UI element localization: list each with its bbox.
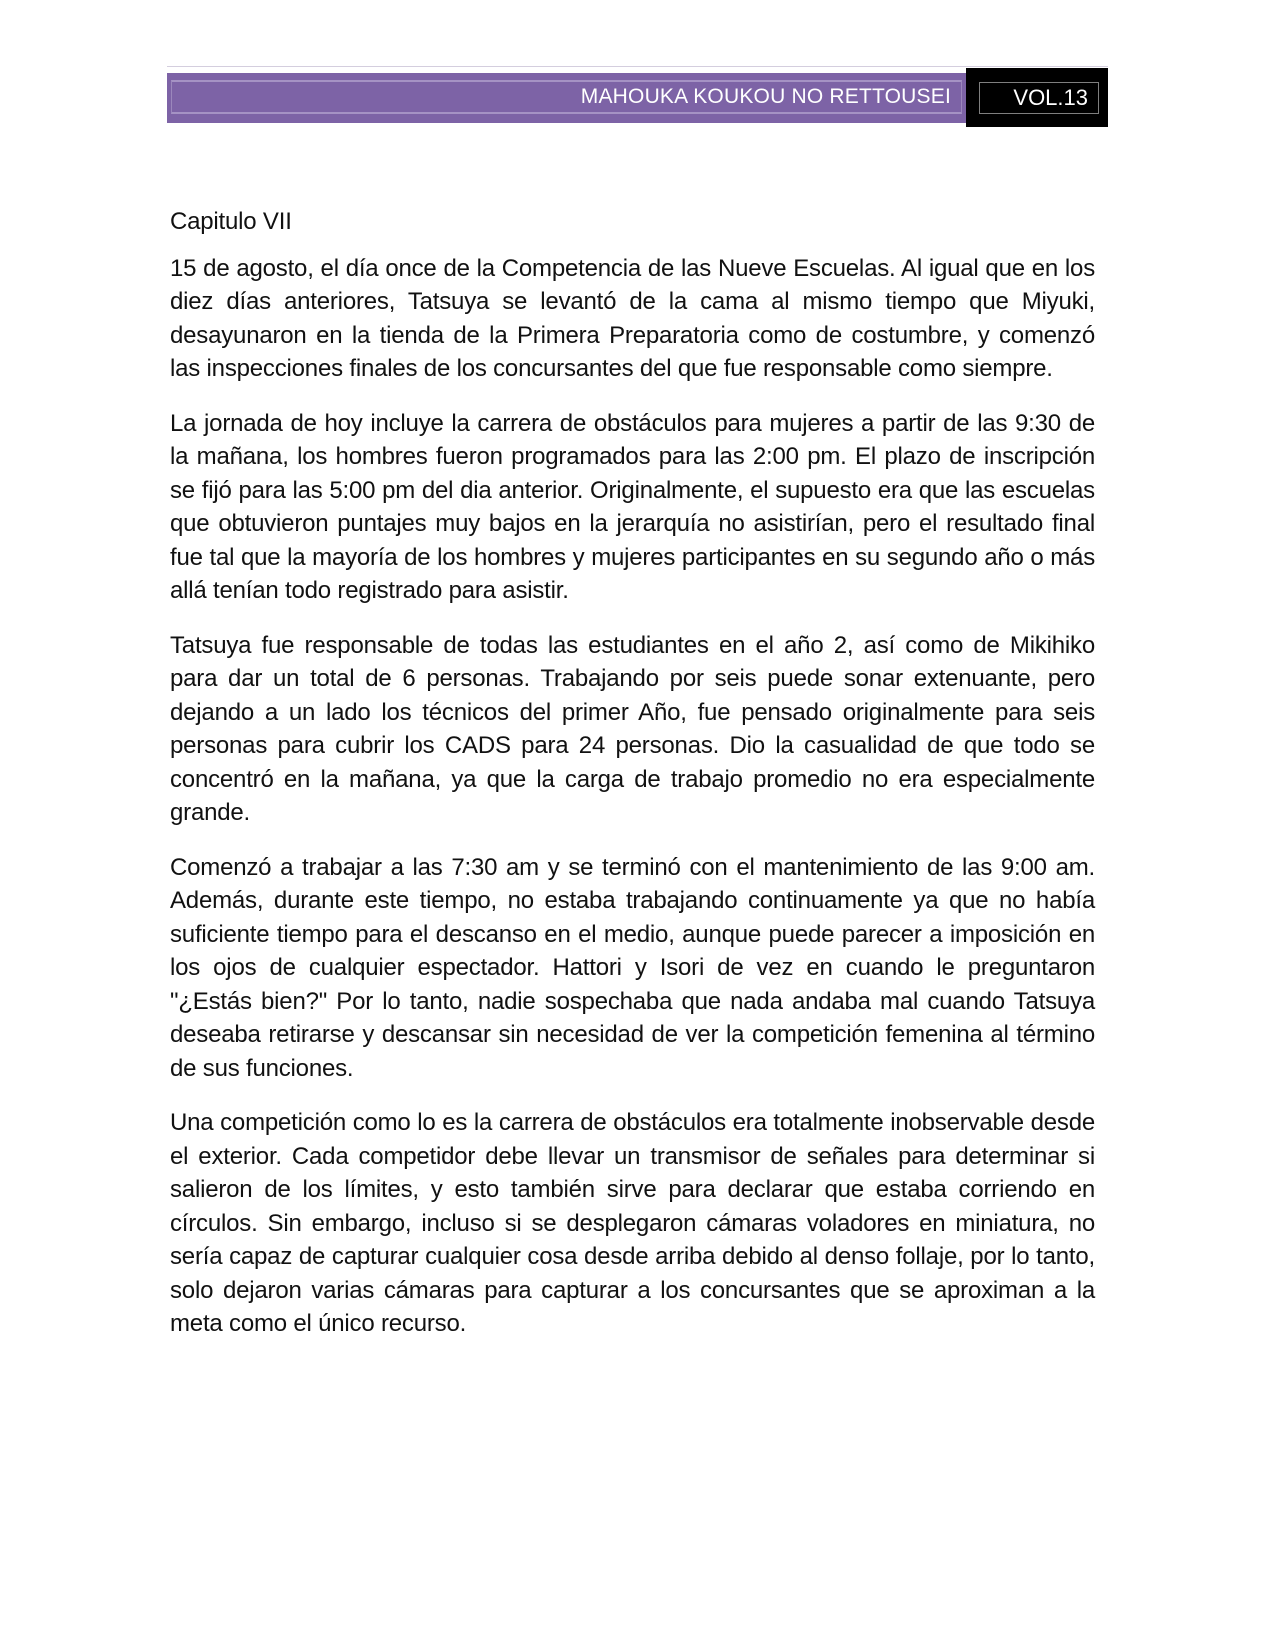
- series-title: MAHOUKA KOUKOU NO RETTOUSEI: [580, 85, 951, 108]
- page-content: [170, 0, 1095, 1362]
- body-paragraph-4: Comenzó a trabajar a las 7:30 am y se terminó con el mantenimiento de las 9:00 am. Además, durante este tiempo, no estaba trabajando continuamente ya que no había suficiente tiempo para el descanso en el medio, aunque puede parecer a imposición en los ojos de cualquier espectador. Hattori y Isori de vez en cuando le preguntaron "¿Estás bien?" Por lo tanto, nadie sospechaba que nada andaba mal cuando Tatsuya deseaba retirarse y descansar sin necesidad de ver la competición femenina al término de sus funciones.: [170, 853, 1095, 1082]
- body-paragraph-1: 15 de agosto, el día once de la Competencia de las Nueve Escuelas. Al igual que en los diez días anteriores, Tatsuya se levantó de la cama al mismo tiempo que Miyuki, desayunaron en la tienda de la Primera Preparatoria como de costumbre, y comenzó las inspecciones finales de los concursantes del que fue responsable como siempre.: [170, 254, 1095, 382]
- body-paragraph-2: La jornada de hoy incluye la carrera de obstáculos para mujeres a partir de las 9:30 de la mañana, los hombres fueron programados para las 2:00 pm. El plazo de inscripción se fijó para las 5:00 pm del dia anterior. Originalmente, el supuesto era que las escuelas que obtuvieron puntajes muy bajos en la jerarquía no asistirían, pero el resultado final fue tal que la mayoría de los hombres y mujeres participantes en su segundo año o más allá tenían todo registrado para asistir.: [170, 409, 1095, 604]
- volume-label: VOL.13: [1013, 85, 1088, 110]
- chapter-title: Capitulo VII: [170, 208, 292, 235]
- body-paragraph-5: Una competición como lo es la carrera de obstáculos era totalmente inobservable desde el exterior. Cada competidor debe llevar un transmisor de señales para determinar si salieron de los límites, y esto también sirve para declarar que estaba corriendo en círculos. Sin embargo, incluso si se desplegaron cámaras voladores en miniatura, no sería capaz de capturar cualquier cosa desde arriba debido al denso follaje, por lo tanto, solo dejaron varias cámaras para capturar a los concursantes que se aproximan a la meta como el único recurso.: [170, 1109, 1095, 1337]
- body-paragraph-3: Tatsuya fue responsable de todas las estudiantes en el año 2, así como de Mikihiko para dar un total de 6 personas. Trabajando por seis puede sonar extenuante, pero dejando a un lado los técnicos del primer Año, fue pensado originalmente para seis personas para cubrir los CADS para 24 personas. Dio la casualidad de que todo se concentró en la mañana, ya que la carga de trabajo promedio no era especialmente grande.: [170, 631, 1095, 826]
